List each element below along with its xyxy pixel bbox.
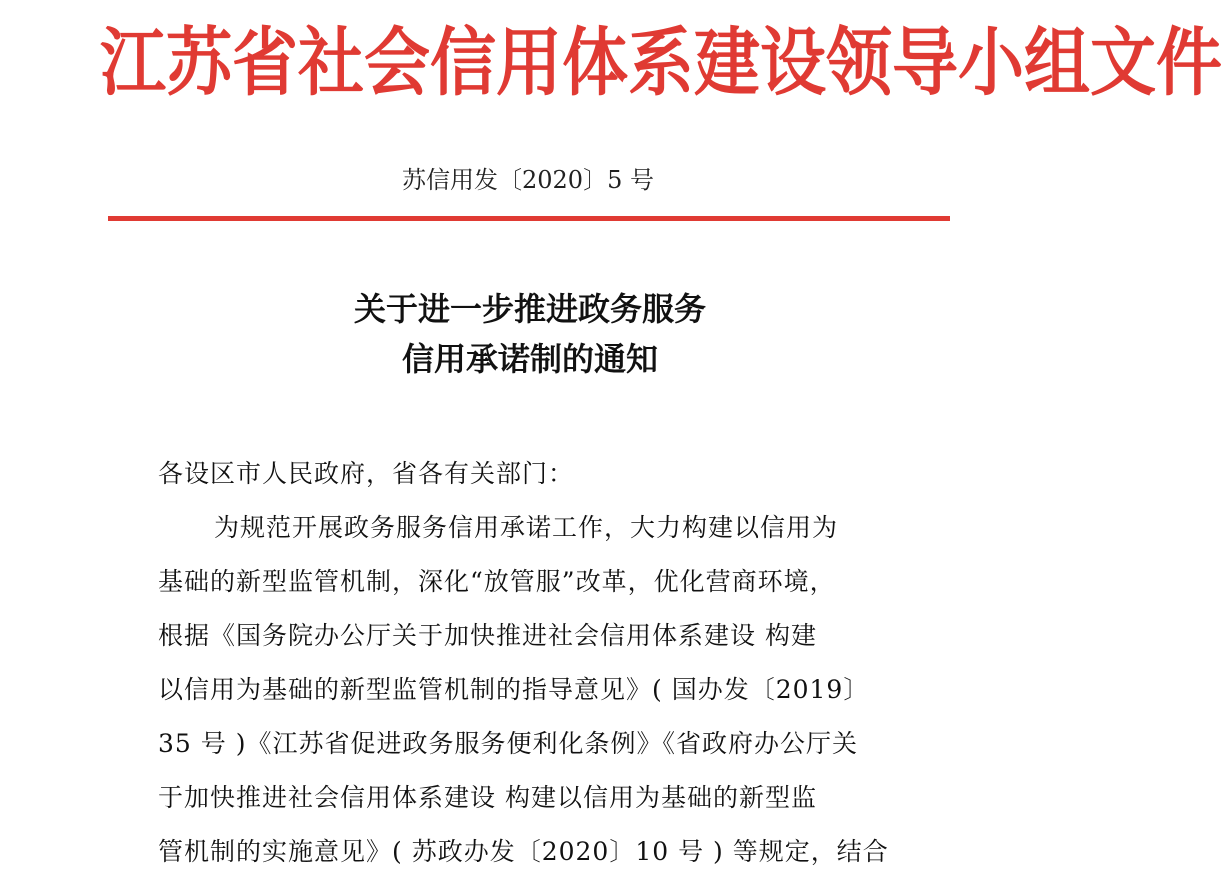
body-line-2: 基础的新型监管机制，深化“放管服”改革，优化营商环境， [158, 567, 836, 596]
salutation: 各设区市人民政府，省各有关部门： [158, 459, 575, 488]
document-body [158, 452, 918, 884]
body-line-4: 以信用为基础的新型监管机制的指导意见》( 国办发〔2019〕 [158, 675, 870, 704]
issuer-heading: 江苏省社会信用体系建设领导小组文件 [100, 18, 1222, 106]
title-line-1: 关于进一步推进政务服务 [353, 290, 706, 328]
body-line-3: 根据《国务院办公厅关于加快推进社会信用体系建设 构建 [158, 621, 817, 650]
body-line-6: 于加快推进社会信用体系建设 构建以信用为基础的新型监 [158, 783, 817, 812]
red-divider [108, 216, 950, 221]
body-line-5: 35 号 )《江苏省促进政务服务便利化条例》《省政府办公厅关 [158, 729, 858, 758]
document-number: 苏信用发〔2020〕5 号 [402, 166, 654, 194]
document-title [0, 284, 1060, 384]
body-line-1: 为规范开展政务服务信用承诺工作，大力构建以信用为 [214, 513, 839, 542]
body-line-7: 管机制的实施意见》( 苏政办发〔2020〕10 号 ) 等规定，结合 [158, 837, 889, 866]
title-line-2: 信用承诺制的通知 [401, 340, 658, 378]
